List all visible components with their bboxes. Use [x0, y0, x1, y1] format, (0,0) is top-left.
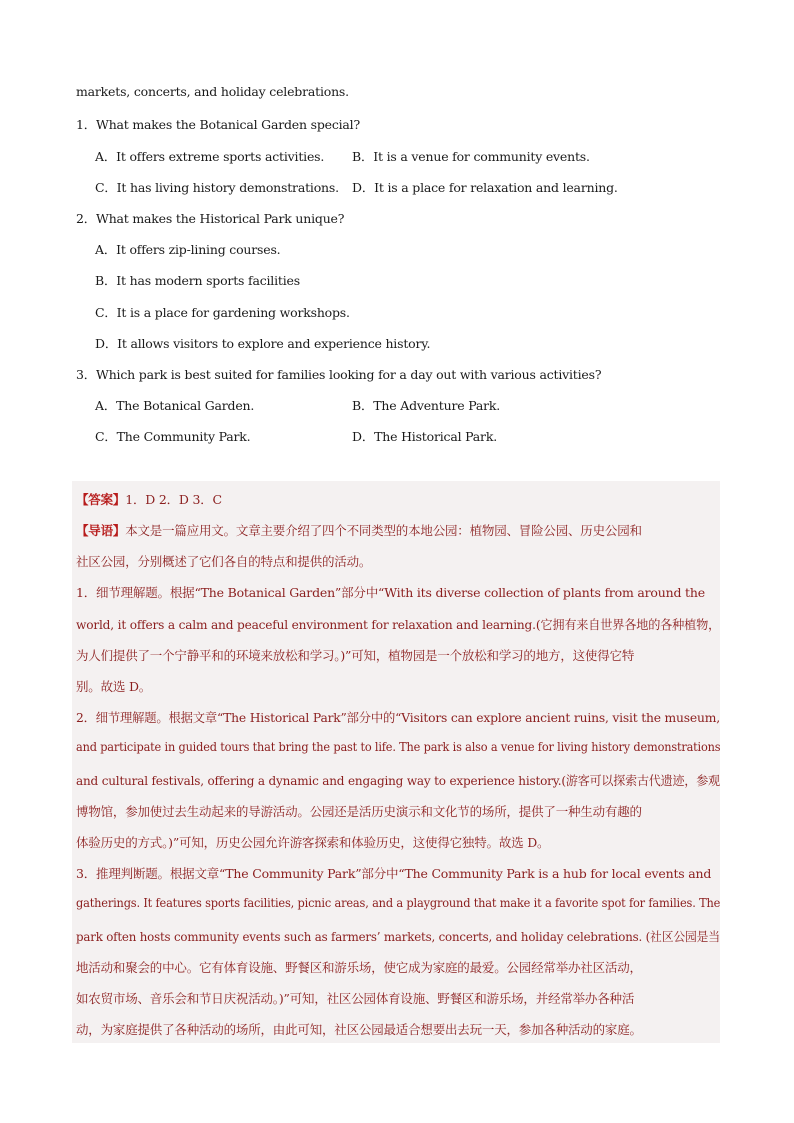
explanation-2-line-2: and participate in guided tours that bring the past to life. The park is also a venue for living history demonstrations — [76, 739, 721, 754]
explanation-2-line-3: and cultural festivals, offering a dynamic and engaging way to experience history.(游客可以探索古代遗迹，参观 — [76, 773, 720, 788]
explanation-1-line-3: 为人们提供了一个宁静平和的环境来放松和学习。)”可知，植物园是一个放松和学习的地方，这使得它特 — [76, 648, 635, 663]
question-2-option-b: B．It has modern sports facilities — [95, 273, 300, 288]
answer-line — [76, 490, 222, 508]
question-2-option-c: C．It is a place for gardening workshops. — [95, 305, 350, 320]
explanation-3-line-5: 如农贸市场、音乐会和节日庆祝活动。)”可知，社区公园体育设施、野餐区和游乐场，并经常举办各种活 — [76, 991, 635, 1006]
explanation-2-line-4: 博物馆，参加使过去生动起来的导游活动。公园还是活历史演示和文化节的场所，提供了一种生动有趣的 — [76, 804, 642, 819]
explanation-1-line-1: 1．细节理解题。根据“The Botanical Garden”部分中“With its diverse collection of plants from around the — [76, 585, 705, 600]
explanation-1-line-2: world, it offers a calm and peaceful environment for relaxation and learning.(它拥有来自世界各地的各种植物， — [76, 617, 721, 632]
question-1-option-c: C．It has living history demonstrations. — [95, 180, 339, 195]
question-3-option-b: B．The Adventure Park. — [352, 398, 501, 413]
explanation-3-line-3: park often hosts community events such as farmers’ markets, concerts, and holiday celebrations. (社区公园是当 — [76, 929, 720, 944]
question-1-option-b: B．It is a venue for community events. — [352, 149, 590, 164]
explanation-3-line-2: gatherings. It features sports facilities, picnic areas, and a playground that make it a favorite spot for families. The — [76, 895, 721, 910]
question-1-option-d: D．It is a place for relaxation and learning. — [352, 180, 618, 195]
explanation-2-line-5: 体验历史的方式。)”可知，历史公园允许游客探索和体验历史，这使得它独特。故选 D。 — [76, 835, 550, 850]
answer-tag: 【答案】 — [76, 492, 126, 507]
question-3-option-d: D．The Historical Park. — [352, 429, 497, 444]
question-3-option-a: A．The Botanical Garden. — [95, 398, 255, 413]
explanation-3-line-4: 地活动和聚会的中心。它有体育设施、野餐区和游乐场，使它成为家庭的最爱。公园经常举办社区活动， — [76, 960, 642, 975]
answer-values: 1．D 2．D 3．C — [125, 492, 222, 507]
guide-text-1: 本文是一篇应用文。文章主要介绍了四个不同类型的本地公园：植物园、冒险公园、历史公园和 — [125, 523, 642, 538]
explanation-3-line-6: 动，为家庭提供了各种活动的场所，由此可知，社区公园最适合想要出去玩一天，参加各种活动的家庭。 — [76, 1022, 642, 1037]
question-2-option-a: A．It offers zip-lining courses. — [95, 242, 281, 257]
guide-tag: 【导语】 — [76, 523, 126, 538]
question-3-option-c: C．The Community Park. — [95, 429, 251, 444]
question-3-stem: 3．Which park is best suited for families looking for a day out with various activities? — [76, 367, 602, 382]
question-1-option-a: A．It offers extreme sports activities. — [95, 149, 325, 164]
explanation-1-line-4: 别。故选 D。 — [76, 679, 152, 694]
passage-tail: markets, concerts, and holiday celebrations. — [76, 84, 349, 99]
explanation-3-line-1: 3．推理判断题。根据文章“The Community Park”部分中“The Community Park is a hub for local events and — [76, 866, 712, 881]
guide-line-2: 社区公园，分别概述了它们各自的特点和提供的活动。 — [76, 554, 372, 569]
guide-line-1 — [76, 521, 642, 539]
explanation-2-line-1: 2．细节理解题。根据文章“The Historical Park”部分中的“Visitors can explore ancient ruins, visit the museum, — [76, 710, 720, 725]
question-2-option-d: D．It allows visitors to explore and experience history. — [95, 336, 431, 351]
question-1-stem: 1．What makes the Botanical Garden special? — [76, 117, 360, 132]
question-2-stem: 2．What makes the Historical Park unique? — [76, 211, 345, 226]
